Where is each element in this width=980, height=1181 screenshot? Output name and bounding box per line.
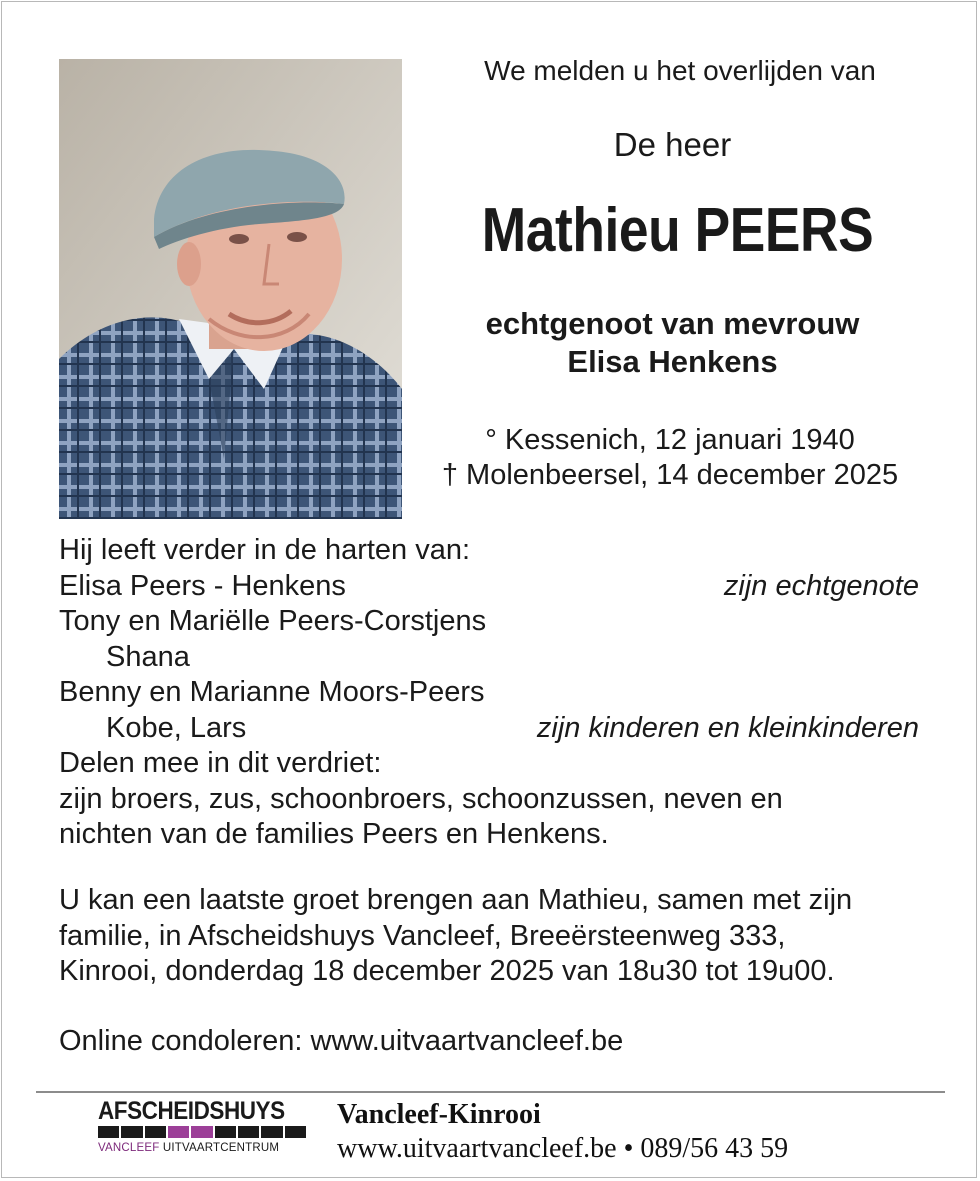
birth-date: ° Kessenich, 12 januari 1940 — [485, 424, 855, 456]
logo-sub-text: UITVAARTCENTRUM — [162, 1142, 280, 1154]
deceased-name: Mathieu PEERS — [481, 196, 874, 265]
family-intro: Hij leeft verder in de harten van: — [59, 534, 471, 566]
farewell-line-2: familie, in Afscheidshuys Vancleef, Breeërsteenweg 333, — [59, 919, 786, 952]
portrait-illustration — [59, 59, 402, 519]
spouse-line-2: Elisa Henkens — [567, 344, 778, 379]
life-dates — [410, 423, 930, 493]
farewell-section — [59, 883, 919, 990]
salutation: De heer — [613, 126, 732, 163]
logo-brand: VANCLEEF — [98, 1142, 160, 1154]
relatives-line-2: nichten van de families Peers en Henkens. — [59, 818, 609, 850]
portrait-photo — [59, 59, 402, 519]
spouse-name: Elisa Peers - Henkens — [59, 569, 346, 602]
footer-divider — [36, 1091, 945, 1093]
intro-text: We melden u het overlijden van — [484, 55, 876, 86]
afscheidshuys-logo — [98, 1098, 306, 1160]
death-date: † Molenbeersel, 14 december 2025 — [441, 459, 899, 491]
logo-subtitle — [98, 1141, 306, 1155]
logo-title: AFSCHEIDSHUYS — [98, 1097, 285, 1125]
logo-color-bar — [98, 1126, 306, 1138]
spouse-row — [59, 569, 919, 605]
online-condolence: Online condoleren: www.uitvaartvancleef.be — [59, 1025, 624, 1057]
spouse-role: zijn echtgenote — [723, 569, 919, 602]
farewell-line-1: U kan een laatste groet brengen aan Mathieu, samen met zijn — [59, 884, 853, 916]
share-intro: Delen mee in dit verdriet: — [59, 747, 382, 779]
grandchild-2: Kobe, Lars — [106, 711, 247, 744]
contact-details: www.uitvaartvancleef.be • 089/56 43 59 — [337, 1133, 789, 1164]
child-1: Tony en Mariëlle Peers-Corstjens — [59, 605, 487, 637]
grandchildren-row — [59, 711, 919, 747]
footer-contact — [337, 1098, 788, 1166]
child-2: Benny en Marianne Moors-Peers — [59, 676, 485, 708]
company-name: Vancleef-Kinrooi — [337, 1099, 541, 1130]
farewell-line-3: Kinrooi, donderdag 18 december 2025 van 18u30 tot 19u00. — [59, 955, 835, 987]
relatives-line-1: zijn broers, zus, schoonbroers, schoonzussen, neven en — [59, 782, 783, 815]
family-section — [59, 533, 919, 853]
grandchild-1: Shana — [106, 640, 190, 673]
spouse-line-1: echtgenoot van mevrouw — [485, 306, 860, 341]
children-role: zijn kinderen en kleinkinderen — [536, 711, 919, 744]
spouse-info — [420, 305, 925, 381]
